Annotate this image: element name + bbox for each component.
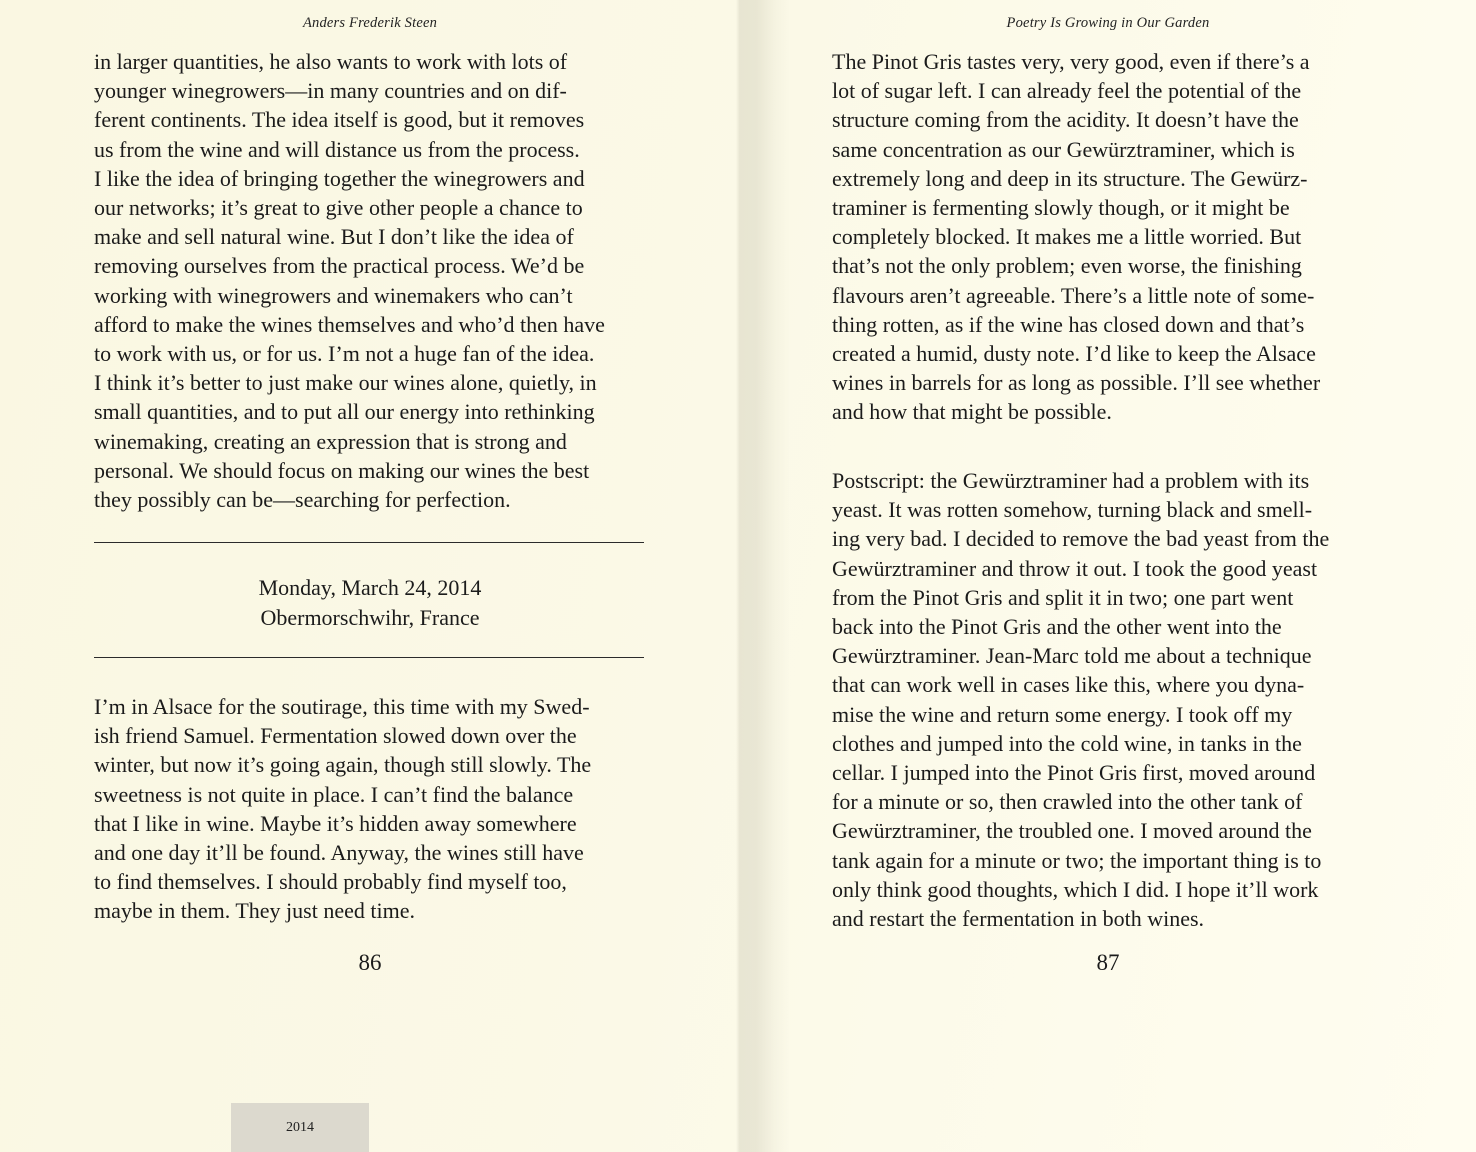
right-page: [832, 0, 1384, 1152]
right-page-number: 87: [1096, 950, 1120, 975]
left-running-header: Anders Frederik Steen: [302, 15, 438, 31]
text-line: to find themselves. I should probably find myself too,: [94, 869, 567, 895]
year-bookmark-tab[interactable]: [231, 1103, 369, 1152]
left-paragraph-2: [94, 692, 591, 926]
left-paragraph-1: [94, 47, 605, 514]
text-line: ing very bad. I decided to remove the bad yeast from the: [832, 526, 1330, 552]
text-line: to work with us, or for us. I’m not a huge fan of the idea.: [94, 341, 595, 367]
date-divider-rule-top: [94, 542, 644, 543]
text-line: small quantities, and to put all our energy into rethinking: [94, 399, 595, 425]
text-line: clothes and jumped into the cold wine, in tanks in the: [832, 730, 1302, 756]
text-line: and one day it’ll be found. Anyway, the wines still have: [94, 840, 584, 866]
text-line: make and sell natural wine. But I don’t like the idea of: [94, 224, 574, 250]
text-line: lot of sugar left. I can already feel the potential of the: [832, 78, 1302, 104]
text-line: yeast. It was rotten somehow, turning black and smell-: [832, 497, 1313, 523]
text-line: from the Pinot Gris and split it in two; one part went: [832, 584, 1294, 610]
text-line: that I like in wine. Maybe it’s hidden away somewhere: [94, 810, 577, 836]
text-line: structure coming from the acidity. It doesn’t have the: [832, 107, 1299, 133]
year-bookmark-label: 2014: [286, 1119, 314, 1135]
text-line: winter, but now it’s going again, though still slowly. The: [94, 752, 592, 778]
text-line: for a minute or so, then crawled into the other tank of: [832, 789, 1303, 815]
text-line: personal. We should focus on making our wines the best: [94, 457, 590, 483]
text-line: that can work well in cases like this, where you dyna-: [832, 672, 1305, 698]
text-line: they possibly can be—searching for perfection.: [94, 487, 511, 513]
entry-date-block: [94, 573, 646, 632]
text-line: maybe in them. They just need time.: [94, 898, 415, 924]
text-line: back into the Pinot Gris and the other went into the: [832, 614, 1282, 640]
page-gutter-shadow: [736, 0, 790, 1152]
right-paragraph-2: [832, 466, 1329, 933]
date-divider-rule-bottom: [94, 657, 644, 658]
entry-location: Obermorschwihr, France: [260, 604, 480, 630]
entry-date: Monday, March 24, 2014: [258, 575, 482, 600]
text-line: and how that might be possible.: [832, 399, 1112, 425]
text-line: Gewürztraminer, the troubled one. I moved around the: [832, 818, 1312, 844]
text-line: only think good thoughts, which I did. I hope it’ll work: [832, 876, 1319, 902]
text-line: ferent continents. The idea itself is good, but it removes: [94, 107, 585, 133]
text-line: I’m in Alsace for the soutirage, this time with my Swed-: [94, 694, 590, 719]
text-line: that’s not the only problem; even worse, the finishing: [832, 253, 1302, 279]
text-line: created a humid, dusty note. I’d like to keep the Alsace: [832, 341, 1316, 367]
text-line: Gewürztraminer and throw it out. I took the good yeast: [832, 555, 1318, 581]
text-line: I think it’s better to just make our wines alone, quietly, in: [94, 370, 597, 396]
text-line: sweetness is not quite in place. I can’t find the balance: [94, 781, 574, 807]
text-line: traminer is fermenting slowly though, or it might be: [832, 195, 1290, 221]
text-line: tank again for a minute or two; the important thing is to: [832, 847, 1322, 873]
text-line: I like the idea of bringing together the winegrowers and: [94, 165, 585, 191]
text-line: our networks; it’s great to give other people a chance to: [94, 195, 583, 221]
text-line: afford to make the wines themselves and who’d then have: [94, 311, 605, 337]
text-line: The Pinot Gris tastes very, very good, even if there’s a: [832, 49, 1310, 74]
text-line: extremely long and deep in its structure. The Gewürz-: [832, 165, 1308, 191]
left-page: [94, 0, 646, 1152]
text-line: working with winegrowers and winemakers who can’t: [94, 282, 573, 308]
text-line: in larger quantities, he also wants to work with lots of: [94, 49, 568, 74]
text-line: Postscript: the Gewürztraminer had a problem with its: [832, 468, 1310, 493]
text-line: Gewürztraminer. Jean-Marc told me about a technique: [832, 643, 1312, 669]
text-line: same concentration as our Gewürztraminer, which is: [832, 136, 1295, 162]
text-line: wines in barrels for as long as possible. I’ll see whether: [832, 370, 1321, 396]
left-page-number: 86: [358, 950, 382, 975]
text-line: thing rotten, as if the wine has closed down and that’s: [832, 311, 1305, 337]
text-line: ish friend Samuel. Fermentation slowed down over the: [94, 723, 577, 749]
right-running-header: Poetry Is Growing in Our Garden: [1006, 15, 1210, 31]
text-line: removing ourselves from the practical process. We’d be: [94, 253, 585, 279]
text-line: mise the wine and return some energy. I took off my: [832, 701, 1293, 727]
text-line: cellar. I jumped into the Pinot Gris first, moved around: [832, 760, 1316, 786]
text-line: completely blocked. It makes me a little worried. But: [832, 224, 1302, 250]
text-line: and restart the fermentation in both wines.: [832, 906, 1205, 932]
text-line: winemaking, creating an expression that is strong and: [94, 428, 567, 454]
text-line: us from the wine and will distance us from the process.: [94, 136, 580, 162]
right-paragraph-1: [832, 47, 1320, 427]
text-line: flavours aren’t agreeable. There’s a little note of some-: [832, 282, 1315, 308]
text-line: younger winegrowers—in many countries and on dif-: [94, 78, 567, 104]
